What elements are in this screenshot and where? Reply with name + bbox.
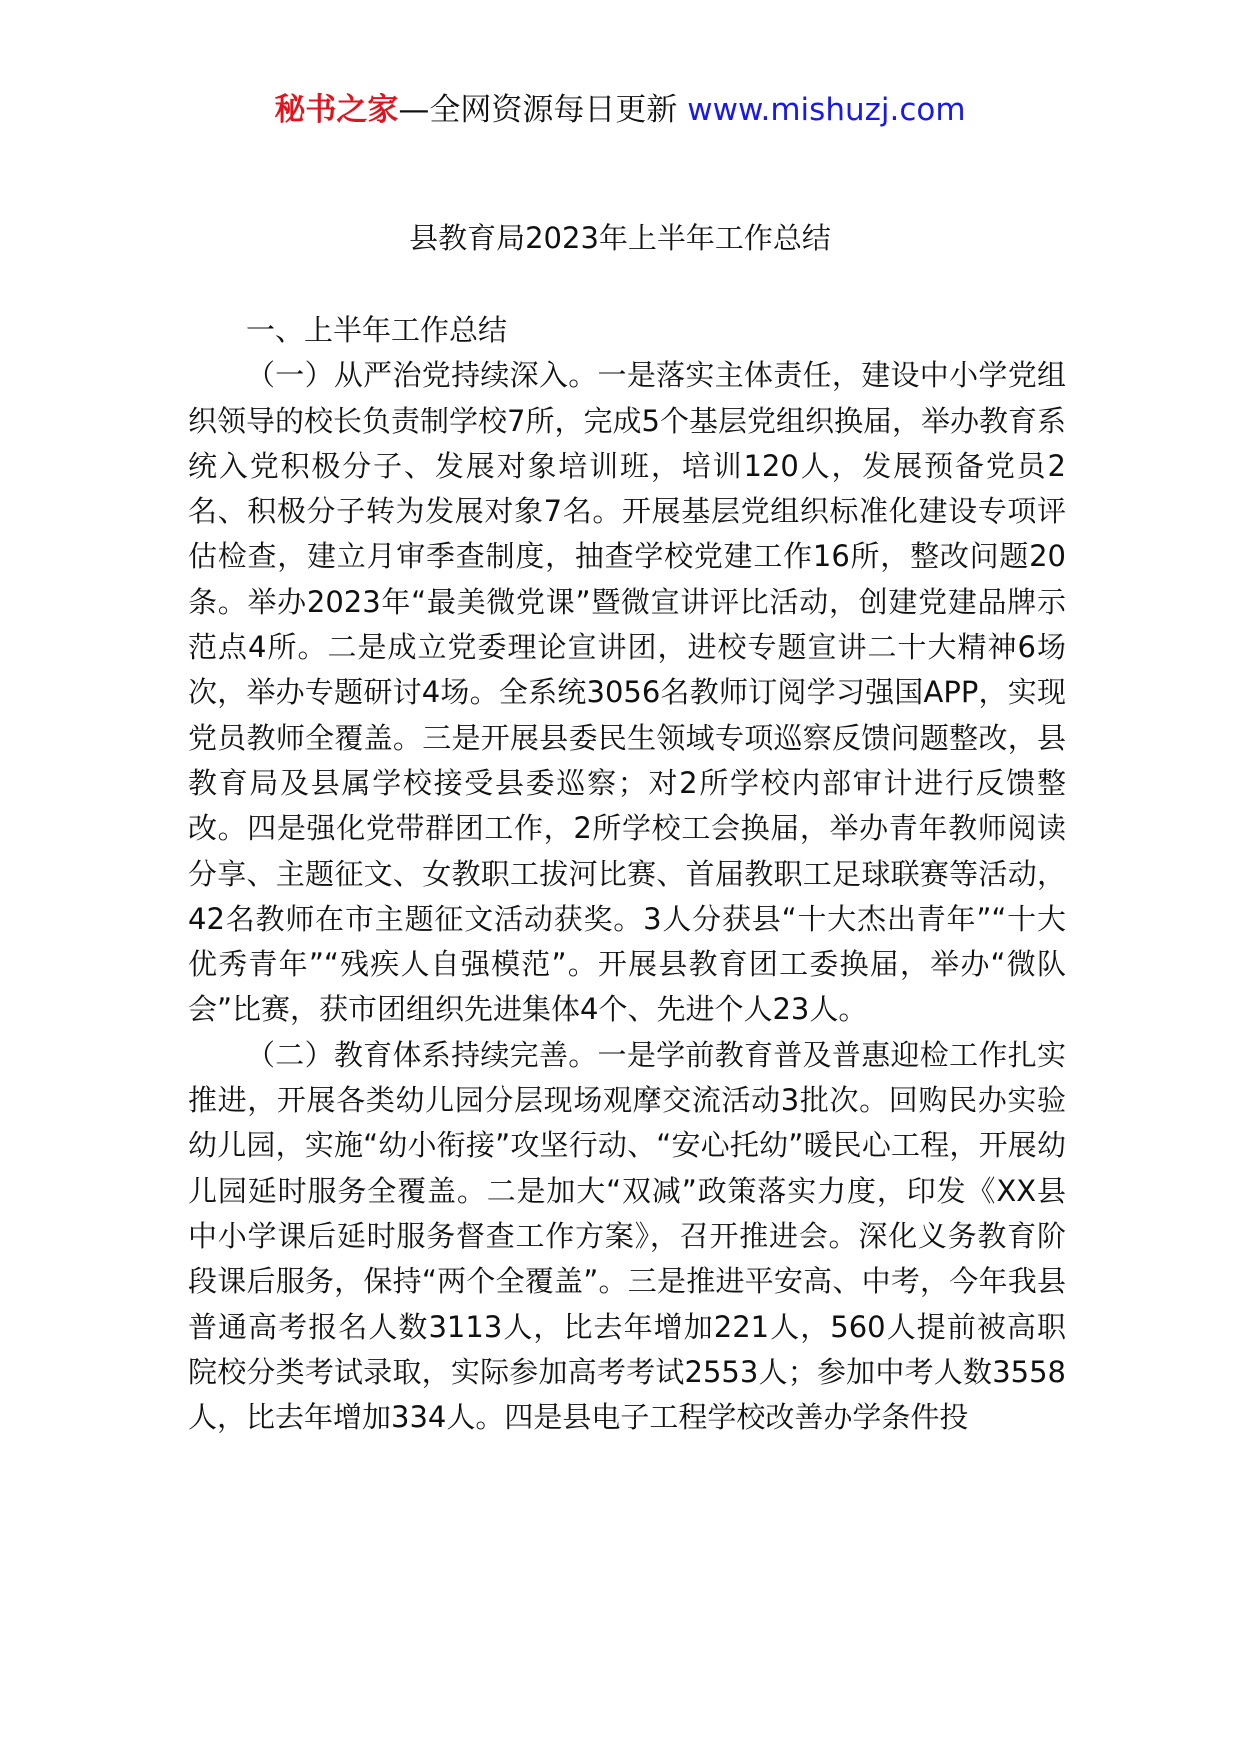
site-url-link[interactable]: www.mishuzj.com bbox=[687, 92, 966, 128]
document-title: 县教育局2023年上半年工作总结 bbox=[409, 221, 831, 255]
site-tagline: —全网资源每日更新 bbox=[398, 92, 688, 128]
document-body bbox=[188, 308, 1066, 1440]
paragraph-party-building: （一）从严治党持续深入。一是落实主体责任，建设中小学党组织领导的校长负责制学校7所，完成5个基层党组织换届，举办教育系统入党积极分子、发展对象培训班，培训120人，发展预备党员2名、积极分子转为发展对象7名。开展基层党组织标准化建设专项评估检查，建立月审季查制度，抽查学校党建工作16所，整改问题20条。举办2023年“最美微党课”暨微宣讲评比活动，创建党建品牌示范点4所。二是成立党委理论宣讲团，进校专题宣讲二十大精神6场次，举办专题研讨4场。全系统3056名教师订阅学习强国APP，实现党员教师全覆盖。三是开展县委民生领域专项巡察反馈问题整改，县教育局及县属学校接受县委巡察；对2所学校内部审计进行反馈整改。四是强化党带群团工作，2所学校工会换届，举办青年教师阅读分享、主题征文、女教职工拔河比赛、首届教职工足球联赛等活动，42名教师在市主题征文活动获奖。3人分获县“十大杰出青年”“十大优秀青年”“残疾人自强模范”。开展县教育团工委换届，举办“微队会”比赛，获市团组织先进集体4个、先进个人23人。 bbox=[188, 358, 1066, 1027]
paragraph-education-system: （二）教育体系持续完善。一是学前教育普及普惠迎检工作扎实推进，开展各类幼儿园分层现场观摩交流活动3批次。回购民办实验幼儿园，实施“幼小衔接”攻坚行动、“安心托幼”暖民心工程，开展幼儿园延时服务全覆盖。二是加大“双减”政策落实力度，印发《XX县中小学课后延时服务督查工作方案》，召开推进会。深化义务教育阶段课后服务，保持“两个全覆盖”。三是推进平安高、中考，今年我县普通高考报名人数3113人，比去年增加221人，560人提前被高职院校分类考试录取，实际参加高考考试2553人；参加中考人数3558人，比去年增加334人。四是县电子工程学校改善办学条件投 bbox=[188, 1037, 1066, 1435]
site-brand: 秘书之家 bbox=[274, 92, 399, 128]
site-banner bbox=[0, 88, 1240, 132]
section-heading: 一、上半年工作总结 bbox=[246, 313, 508, 347]
